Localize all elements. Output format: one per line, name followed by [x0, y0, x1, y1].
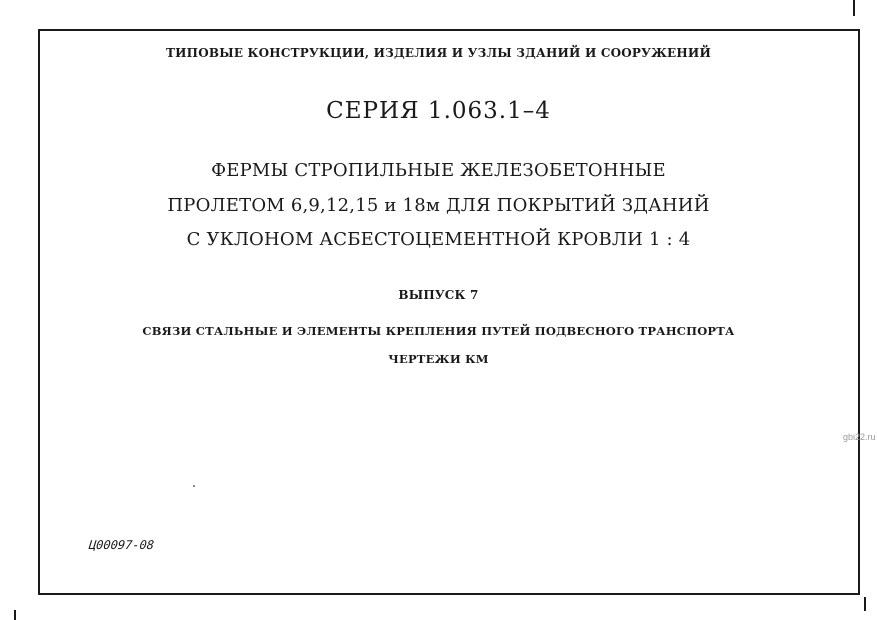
title-line-3: С УКЛОНОМ АСБЕСТОЦЕМЕНТНОЙ КРОВЛИ 1 : 4	[186, 229, 691, 250]
issue-subtitle-line-2: ЧЕРТЕЖИ КМ	[388, 352, 489, 366]
series-number: СЕРИЯ 1.063.1–4	[326, 98, 551, 124]
series-title: ТИПОВЫЕ КОНСТРУКЦИИ, ИЗДЕЛИЯ И УЗЛЫ ЗДАНИЙ И СООРУЖЕНИЙ	[166, 46, 711, 60]
corner-mark	[864, 597, 866, 611]
corner-mark	[14, 610, 16, 620]
watermark: gbi22.ru	[843, 432, 876, 442]
title-line-1: ФЕРМЫ СТРОПИЛЬНЫЕ ЖЕЛЕЗОБЕТОННЫЕ	[211, 160, 666, 181]
corner-mark	[853, 0, 855, 16]
title-line-2: ПРОЛЕТОМ 6,9,12,15 и 18м ДЛЯ ПОКРЫТИЙ ЗДАНИЙ	[167, 195, 710, 216]
issue-label: ВЫПУСК 7	[398, 288, 479, 302]
scan-speck	[193, 485, 195, 487]
document-code: Ц00097-08	[88, 538, 155, 552]
issue-subtitle-line-1: СВЯЗИ СТАЛЬНЫЕ И ЭЛЕМЕНТЫ КРЕПЛЕНИЯ ПУТЕЙ ПОДВЕСНОГО ТРАНСПОРТА	[142, 324, 735, 338]
